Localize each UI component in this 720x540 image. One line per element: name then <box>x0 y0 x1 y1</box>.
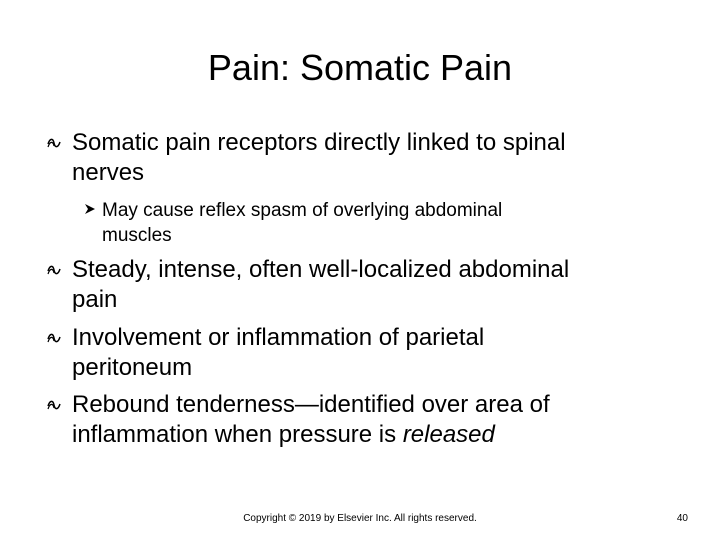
bullet-text: Steady, intense, often well-localized abdominal pain <box>72 256 570 313</box>
page-number: 40 <box>676 513 688 524</box>
bullet-symbol-icon <box>46 262 62 278</box>
sub-bullet-text: May cause reflex spasm of overlying abdominal muscles <box>102 200 503 246</box>
bullet-symbol-icon <box>46 330 62 346</box>
slide-title: Pain: Somatic Pain <box>207 47 513 88</box>
arrowhead-bullet-icon <box>84 203 96 215</box>
bullet-text: Involvement or inflammation of parietal peritoneum <box>72 324 485 381</box>
bullet-text: Rebound tenderness—identified over area of inflammation when pressure is released <box>72 391 550 448</box>
emphasized-word: released <box>402 421 495 448</box>
bullet-text: Somatic pain receptors directly linked to spinal nerves <box>72 129 566 186</box>
bullet-symbol-icon <box>46 397 62 413</box>
footer-copyright: Copyright © 2019 by Elsevier Inc. All rights reserved. <box>243 513 477 524</box>
bullet-symbol-icon <box>46 135 62 151</box>
